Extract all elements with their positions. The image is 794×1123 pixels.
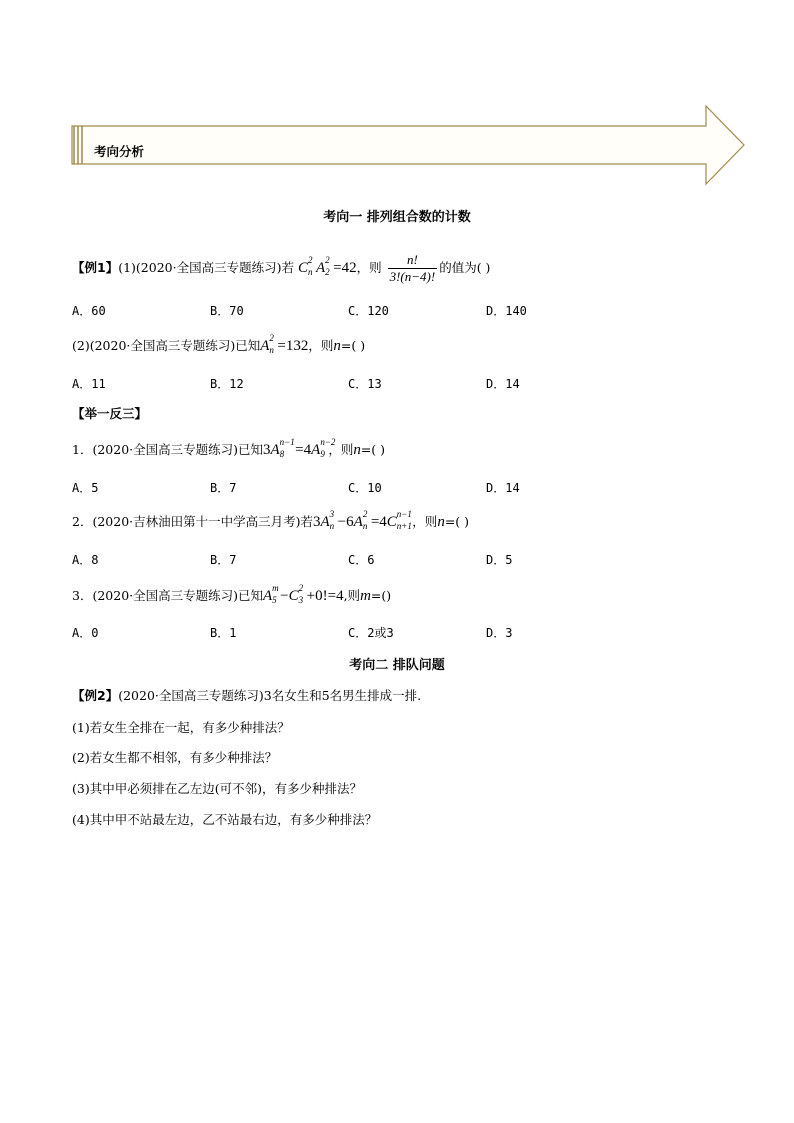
banner-title: 考向分析 — [94, 144, 145, 159]
option-c: C．120 — [348, 304, 389, 318]
option-a: A．11 — [72, 377, 106, 391]
example1-part1-prefix: (1)(2020·全国高三专题练习)若 — [118, 260, 294, 275]
q2-prefix: 2．(2020·吉林油田第十一中学高三月考)若 — [72, 514, 313, 529]
q1-prefix: 1．(2020·全国高三专题练习)已知 — [72, 442, 263, 457]
example1-part1-mid: ，则 — [356, 260, 382, 275]
option-b: B．12 — [210, 377, 244, 391]
example2-item-2: (2)若女生都不相邻，有多少种排法？ — [72, 750, 278, 765]
example2-stem-text: (2020·全国高三专题练习)3名女生和5名男生排成一排. — [118, 688, 422, 703]
option-d: D．140 — [486, 304, 527, 318]
practice-q2: 2．(2020·吉林油田第十一中学高三月考)若3A 3 n −6A 2 n =4C n−1 n+1 ，则n=( ) — [72, 509, 470, 531]
option-a: A．60 — [72, 304, 106, 318]
q1-tail: =( ) — [360, 442, 386, 457]
practice-q3: 3．(2020·全国高三专题练习)已知A m 5 −C 2 3 +0!=4,则m=() — [72, 583, 392, 605]
example2-label: 【例2】 — [72, 688, 119, 703]
option-d: D．14 — [486, 377, 520, 391]
option-a: A．8 — [72, 553, 99, 567]
example2-item-1: (1)若女生全排在一起，有多少种排法？ — [72, 720, 290, 735]
section-title-1: 考向一 排列组合数的计数 — [323, 210, 471, 225]
fraction — [388, 252, 438, 285]
fraction-numerator: n! — [388, 252, 438, 269]
example1-label: 【例1】 — [72, 260, 119, 275]
formula-c-a: C 2 n A 2 2 — [297, 255, 330, 277]
option-c: C．2或3 — [348, 626, 394, 640]
fraction-denominator: 3!(n−4)! — [389, 269, 436, 284]
option-c: C．6 — [348, 553, 375, 567]
example2-stem — [72, 686, 421, 704]
practice-q1: 1．(2020·全国高三专题练习)已知3A n−1 8 =4A n−2 9 ，则n=( ) — [72, 437, 386, 459]
option-b: B．7 — [210, 481, 237, 495]
q1-suffix: ，则 — [328, 442, 354, 457]
example1-part1-suffix: 的值为( ) — [439, 260, 491, 275]
example1-part1: 【例1】(1)(2020·全国高三专题练习)若 C 2 n A 2 2 =42，则 $\frac{n!}{3!(n-4)!}$ 的值为( ) — [72, 252, 491, 284]
option-b: B．1 — [210, 626, 237, 640]
example1-part2-suffix: ，则 — [308, 338, 334, 353]
option-b: B．70 — [210, 304, 244, 318]
option-c: C．13 — [348, 377, 382, 391]
example2-item-4: (4)其中甲不站最左边，乙不站最右边，有多少种排法？ — [72, 812, 378, 827]
option-a: A．0 — [72, 626, 99, 640]
option-a: A．5 — [72, 481, 99, 495]
option-b: B．7 — [210, 553, 237, 567]
example2-item-3: (3)其中甲必须排在乙左边(可不邻)，有多少种排法？ — [72, 781, 362, 796]
section-title-2: 考向二 排队问题 — [349, 658, 445, 673]
example1-part2: (2)(2020·全国高三专题练习)已知A 2 n =132，则n=( ) — [72, 333, 366, 355]
example1-part2-tail: =( ) — [340, 338, 366, 353]
q3-prefix: 3．(2020·全国高三专题练习)已知 — [72, 588, 263, 603]
q2-tail: =( ) — [444, 514, 470, 529]
section-banner-arrow — [70, 104, 746, 186]
q3-suffix: ,则 — [343, 588, 361, 603]
q2-suffix: ，则 — [412, 514, 438, 529]
option-d: D．14 — [486, 481, 520, 495]
q3-tail: =() — [370, 588, 392, 603]
option-d: D．3 — [486, 626, 513, 640]
option-c: C．10 — [348, 481, 382, 495]
practice-label: 【举一反三】 — [72, 406, 148, 421]
option-d: D．5 — [486, 553, 513, 567]
example1-part2-prefix: (2)(2020·全国高三专题练习)已知 — [72, 338, 261, 353]
